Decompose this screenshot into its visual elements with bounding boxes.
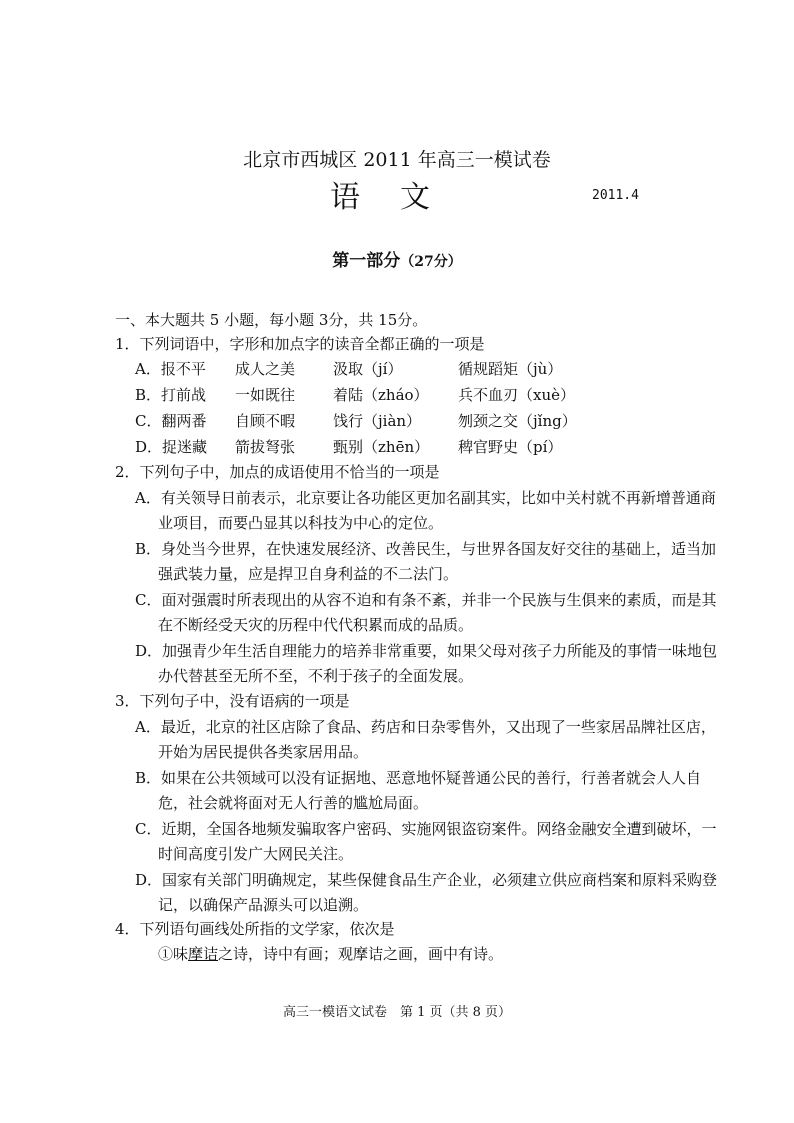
option-b-word-1: B．打前战 — [135, 386, 207, 404]
option-a-word-3: 汲取（jí） — [333, 360, 403, 378]
question-3-option-d-line-2: 记，以确保产品源头可以追溯。 — [158, 896, 369, 914]
option-b-word-4: 兵不血刃（xuè） — [458, 386, 575, 404]
part-title: 第一部分 — [332, 251, 401, 271]
option-b-word-2: 一如既往 — [235, 386, 296, 404]
question-3-option-d-line-1: D．国家有关部门明确规定，某些保健食品生产企业，必须建立供应商档案和原料采购登 — [135, 871, 718, 889]
question-2-option-b-line-2: 强武装力量，应是捍卫自身利益的不二法门。 — [158, 565, 459, 583]
question-4-stem: 4．下列语句画线处所指的文学家，依次是 — [115, 920, 395, 938]
question-1-options — [0, 358, 794, 458]
question-3-option-a-line-2: 开始为居民提供各类家居用品。 — [158, 743, 369, 761]
option-d-word-2: 箭拔弩张 — [235, 438, 296, 456]
option-c-word-1: C．翻两番 — [135, 412, 207, 430]
question-2-option-a-line-2: 业项目，而要凸显其以科技为中心的定位。 — [158, 514, 444, 532]
option-c-word-4: 刎颈之交（jǐng） — [458, 412, 577, 430]
question-3-option-a-line-1: A．最近，北京的社区店除了食品、药店和日杂零售外，又出现了一些家居品牌社区店， — [135, 718, 716, 736]
option-a-word-4: 循规蹈矩（jù） — [458, 360, 563, 378]
question-2-option-b-line-1: B．身处当今世界，在快速发展经济、改善民生，与世界各国友好交往的基础上，适当加 — [135, 540, 717, 558]
part-heading — [0, 246, 794, 271]
question-1-stem: 1．下列词语中，字形和加点字的读音全都正确的一项是 — [115, 335, 485, 353]
question-4-line-1 — [158, 943, 503, 965]
question-3-option-c-line-1: C．近期，全国各地频发骗取客户密码、实施网银盗窃案件。网络金融安全遭到破坏，一 — [135, 820, 717, 838]
part-score: （27分） — [400, 254, 462, 270]
option-d-word-3: 甄别（zhēn） — [333, 438, 430, 456]
question-3-option-c-line-2: 时间高度引发广大网民关注。 — [158, 845, 354, 863]
option-a-word-2: 成人之美 — [235, 360, 296, 378]
subject-char-1: 语 — [330, 180, 360, 215]
page-footer: 高三一模语文试卷 第 1 页（共 8 页） — [282, 1005, 512, 1020]
question-3-option-b-line-2: 危，社会就将面对无人行善的尴尬局面。 — [158, 794, 429, 812]
subject-char-2: 文 — [400, 180, 430, 215]
question-4-line-1-prefix: ①味 — [158, 945, 189, 963]
option-d-word-4: 稗官野史（pí） — [458, 438, 563, 456]
question-2-stem: 2．下列句子中，加点的成语使用不恰当的一项是 — [115, 463, 440, 481]
question-2-option-a-line-1: A．有关领导日前表示，北京要让各功能区更加名副其实，比如中关村就不再新增普通商 — [135, 489, 716, 507]
question-3-option-b-line-1: B．如果在公共领域可以没有证据地、恶意地怀疑普通公民的善行，行善者就会人人自 — [135, 769, 702, 787]
subject-heading — [330, 172, 430, 216]
question-2-option-d-line-1: D．加强青少年生活自理能力的培养非常重要，如果父母对孩子力所能及的事情一味地包 — [135, 642, 718, 660]
question-3-stem: 3．下列句子中，没有语病的一项是 — [115, 692, 350, 710]
question-2-option-c-line-2: 在不断经受天灾的历程中代代积累而成的品质。 — [158, 616, 474, 634]
option-a-word-1: A．报不平 — [135, 360, 206, 378]
question-2-option-d-line-2: 办代替甚至无所不至，不利于孩子的全面发展。 — [158, 667, 474, 685]
question-4-line-1-rest: 之诗，诗中有画；观摩诘之画，画中有诗。 — [218, 945, 504, 963]
option-c-word-3: 饯行（jiàn） — [333, 412, 422, 430]
exam-title: 北京市西城区 2011 年高三一模试卷 — [243, 149, 551, 171]
section-intro: 一、本大题共 5 小题，每小题 3分，共 15分。 — [115, 311, 428, 329]
option-b-word-3: 着陆（zháo） — [333, 386, 429, 404]
option-c-word-2: 自顾不暇 — [235, 412, 296, 430]
question-2-option-c-line-1: C．面对强震时所表现出的从容不迫和有条不紊，并非一个民族与生俱来的素质，而是其 — [135, 591, 717, 609]
exam-date: 2011.4 — [592, 188, 639, 203]
option-d-word-1: D．捉迷藏 — [135, 438, 208, 456]
question-4-underlined-name: 摩诘 — [188, 945, 219, 963]
